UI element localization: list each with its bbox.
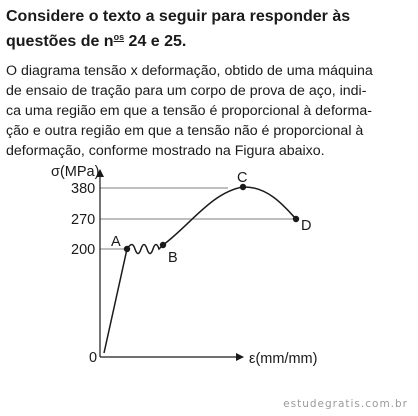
plastic-plateau-wave bbox=[127, 245, 163, 254]
point-a-marker bbox=[124, 246, 130, 252]
y-tick-label: 380 bbox=[71, 181, 96, 197]
y-tick-label: 200 bbox=[71, 242, 96, 258]
point-d-label: D bbox=[301, 218, 312, 234]
point-a-label: A bbox=[111, 234, 121, 250]
heading-line-2-start: questões de n bbox=[6, 33, 114, 50]
paragraph-line: ca uma região em que a tensão é proporcional à deforma- bbox=[6, 103, 372, 119]
elastic-region-line bbox=[104, 249, 127, 353]
origin-label: 0 bbox=[89, 350, 98, 366]
heading-line-2-end: 24 e 25. bbox=[124, 33, 187, 50]
heading-line-1: Considere o texto a seguir para responder às bbox=[6, 8, 351, 25]
paragraph-line: deformação, conforme mostrado na Figura abaixo. bbox=[6, 143, 325, 159]
point-c-label: C bbox=[237, 170, 248, 186]
hardening-and-necking-curve bbox=[163, 187, 296, 245]
y-tick-label: 270 bbox=[71, 212, 96, 228]
x-axis-label: ε(mm/mm) bbox=[249, 351, 318, 367]
site-watermark: estudegratis.com.br bbox=[283, 398, 408, 410]
paragraph-line: de ensaio de tração para um corpo de prova de aço, indi- bbox=[6, 83, 367, 99]
point-d-marker bbox=[293, 216, 299, 222]
y-axis-label: σ(MPa) bbox=[51, 164, 100, 180]
paragraph-line: O diagrama tensão x deformação, obtido de uma máquina bbox=[6, 63, 373, 79]
point-b-label: B bbox=[168, 250, 178, 266]
heading-ordinal-superscript: os bbox=[113, 32, 125, 42]
point-b-marker bbox=[160, 242, 166, 248]
paragraph-line: ção e outra região em que a tensão não é proporcional à bbox=[6, 123, 364, 139]
